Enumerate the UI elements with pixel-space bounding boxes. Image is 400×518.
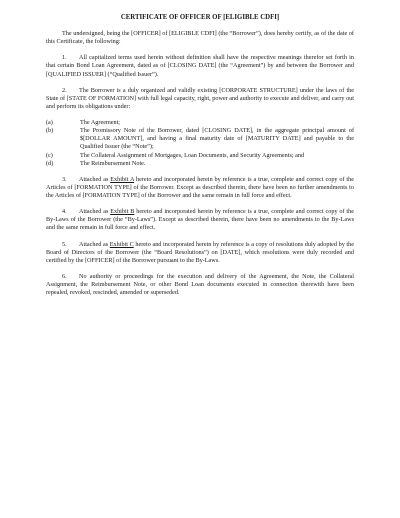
paragraph-6: 6. No authority or proceedings for the execution and delivery of the Agreement, the Note, the Collateral Assignment, the Reimbursement Note, or other Bond Loan documents executed in connection therewith have been repealed, revoked, rescinded, amended or superseded. xyxy=(46,272,354,297)
list-item xyxy=(46,127,354,151)
paragraph-4-body: hereto and incorporated herein by reference is a true, complete and correct copy of the By-Laws of the Borrower (the “By-Laws”). Except as described therein, there have been no amendments to the By-Laws and the same remain in full force and effect. xyxy=(46,208,354,232)
list-item-text: The Agreement; xyxy=(80,119,121,127)
paragraph-3 xyxy=(46,176,354,200)
paragraph-5 xyxy=(46,241,354,265)
paragraph-5-lead: 5. Attached as xyxy=(62,240,110,248)
paragraph-5-body: hereto and incorporated herein by reference is a copy of resolutions duly adopted by the Board of Directors of the Borrower (the “Board Resolutions”) on [DATE], which resolutions were duly recorded and certified by the [OFFICER] of the Borrower pursuant to the By-Laws. xyxy=(46,240,354,264)
document-title: CERTIFICATE OF OFFICER OF [ELIGIBLE CDFI] xyxy=(120,14,280,21)
list-item-label: (d) xyxy=(46,159,54,167)
list-item-text: The Reimbursement Note. xyxy=(80,159,146,167)
list-item-label: (c) xyxy=(46,151,53,159)
list-item xyxy=(46,160,354,168)
exhibit-c-reference: Exhibit C xyxy=(109,240,134,248)
list-item-label: (a) xyxy=(46,119,53,127)
exhibit-b-reference: Exhibit B xyxy=(110,208,135,216)
obligations-list xyxy=(46,119,354,168)
list-item-label: (b) xyxy=(46,127,54,135)
list-item xyxy=(46,119,354,127)
intro-paragraph: The undersigned, being the [OFFICER] of [ELIGIBLE CDFI] (the “Borrower”), does hereby certify, as of the date of this Certificate, the following: xyxy=(46,30,354,46)
paragraph-2: 2. The Borrower is a duly organized and validly existing [CORPORATE STRUCTURE] under the laws of the State of [STATE OF FORMATION] with full legal capacity, right, power and authority to execute and deliver, and carry out and perform its obligations under: xyxy=(46,86,354,110)
list-item xyxy=(46,152,354,160)
paragraph-4-lead: 4. Attached as xyxy=(62,208,111,216)
list-item-text: The Promissory Note of the Borrower, dated [CLOSING DATE], in the aggregate principal amount of $[DOLLAR AMOUNT], and having a final maturity date of [MATURITY DATE] and payable to the Qualified Issuer (the “Note”); xyxy=(80,127,354,151)
paragraph-4 xyxy=(46,208,354,232)
list-item-text: The Collateral Assignment of Mortgages, Loan Documents, and Security Agreements; and xyxy=(80,151,305,159)
exhibit-a-reference: Exhibit A xyxy=(110,175,135,183)
paragraph-3-lead: 3. Attached as xyxy=(62,175,111,183)
paragraph-1: 1. All capitalized terms used herein without definition shall have the respective meanings therefor set forth in that certain Bond Loan Agreement, dated as of [CLOSING DATE] (the “Agreement”) by and between the Borrower and [QUALIFIED ISSUER] (“Qualified Issuer”). xyxy=(46,54,354,78)
paragraph-3-body: hereto and incorporated herein by reference is a true, complete and correct copy of the Articles of [FORMATION TYPE] of the Borrower. Except as described therein, there have been no further amendments to the Articles of [FORMATION TYPE] of the Borrower and the same remain in full force and effect. xyxy=(46,175,354,199)
